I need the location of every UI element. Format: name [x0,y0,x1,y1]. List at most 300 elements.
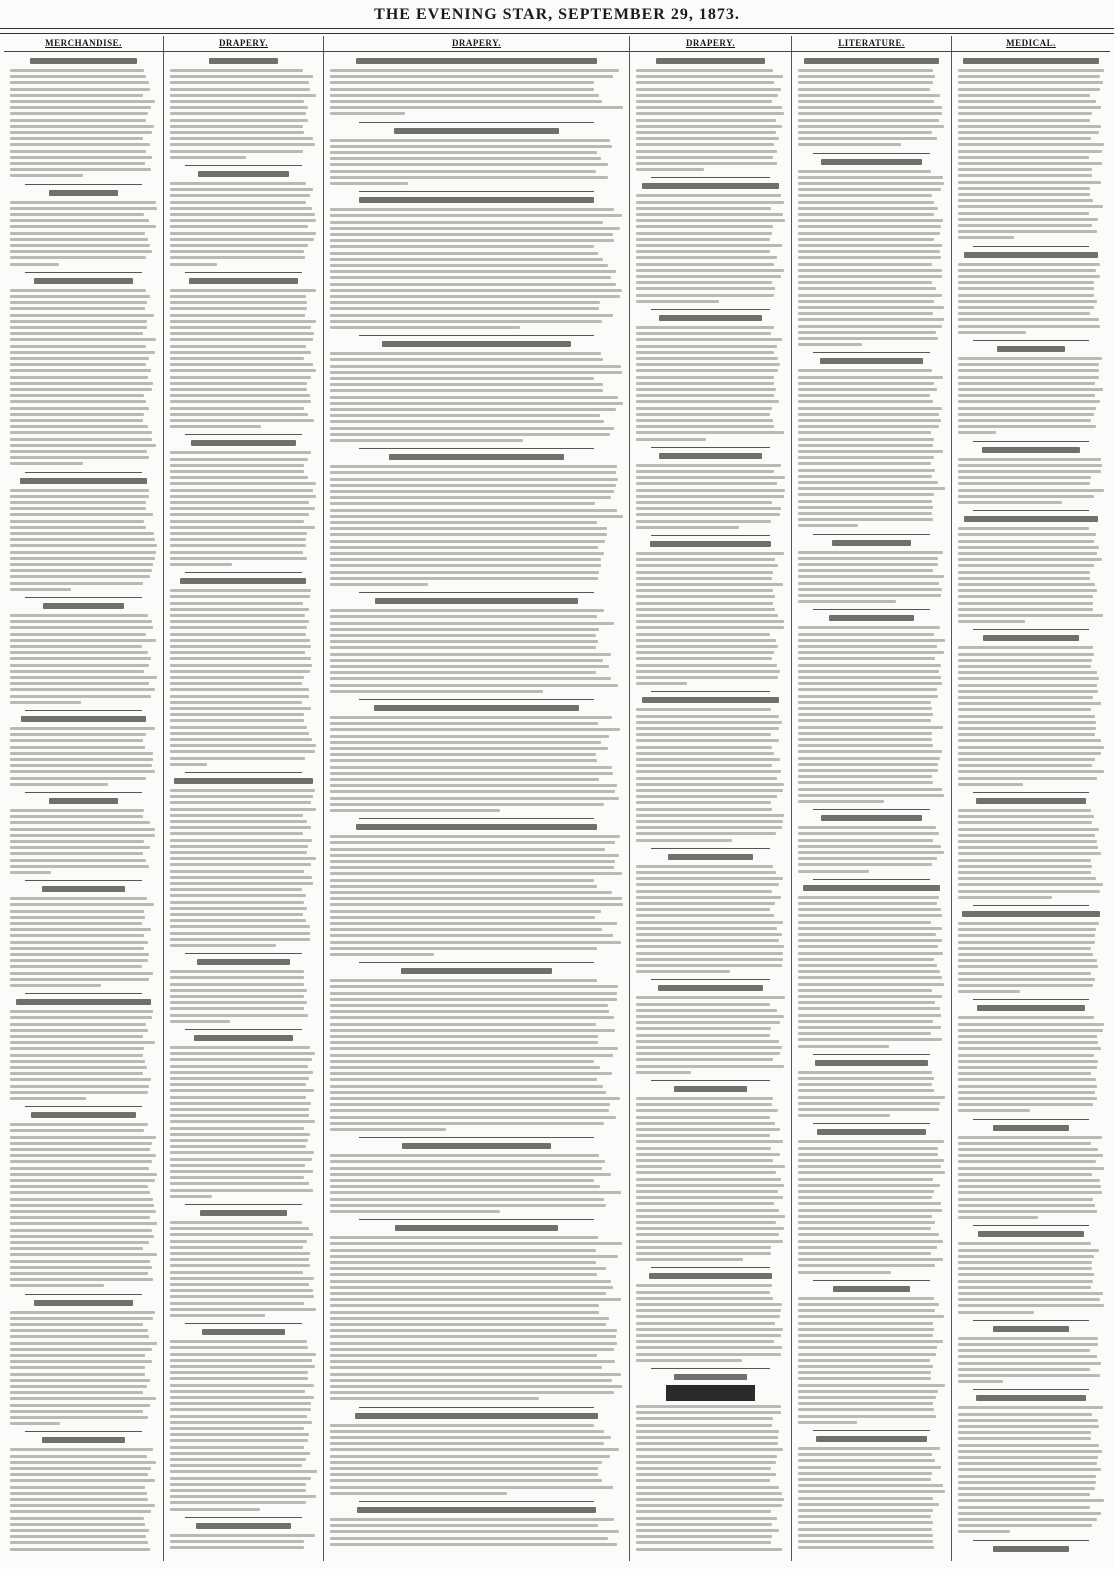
text-line-mark [170,100,304,103]
text-line-mark [170,1289,313,1292]
text-line-mark [170,614,305,617]
text-line-mark [636,1015,784,1018]
text-line-mark [330,922,617,925]
text-line-mark [10,1191,150,1194]
text-line-mark [10,1548,150,1551]
text-line-mark [798,232,940,235]
text-line-mark [636,801,771,804]
text-line-mark [10,928,151,931]
text-line-mark [170,1277,314,1280]
text-line-mark [958,783,1023,786]
text-line-mark [636,219,785,222]
advert-separator [973,441,1090,442]
text-line-mark [958,809,1091,812]
text-line-mark [798,1415,936,1418]
text-line-mark [170,1065,308,1068]
text-line-mark [798,194,932,197]
text-line-mark [958,972,1091,975]
text-line-mark [798,1402,933,1405]
text-line-mark [958,1035,1097,1038]
text-line-mark [330,502,595,505]
text-line-mark [798,738,932,741]
text-line-mark [636,131,776,134]
text-line-mark [798,757,940,760]
text-line-mark [958,482,1090,485]
text-line-mark [10,1461,156,1464]
text-line-mark [330,1391,614,1394]
text-line-mark [958,263,1100,266]
text-line-mark [10,1486,145,1489]
text-line-mark [958,871,1091,874]
text-line-mark [330,1366,602,1369]
text-line-mark [958,369,1099,372]
text-line-mark [10,664,149,667]
text-line-mark [170,1353,316,1356]
advert-heading-mark [650,541,771,547]
advert-separator [25,710,143,711]
text-line-mark [10,551,156,554]
text-line-mark [798,256,941,259]
text-line-mark [170,1446,304,1449]
text-line-mark [170,1096,306,1099]
text-line-mark [10,739,143,742]
text-line-mark [170,1508,260,1511]
advert-heading-mark [355,1413,597,1419]
advert-heading-mark [978,1231,1084,1237]
text-line-mark [636,495,784,498]
text-line-mark [330,214,622,217]
advert-heading-mark [174,778,313,784]
text-line-mark [636,1430,779,1433]
text-line-mark [958,174,1092,177]
text-line-mark [170,338,313,341]
text-line-mark [636,476,785,479]
text-line-mark [10,307,145,310]
text-line-mark [10,419,143,422]
text-line-mark [170,608,309,611]
text-line-mark [10,1091,148,1094]
text-line-mark [636,225,773,228]
text-line-mark [958,852,1101,855]
text-line-mark [170,633,306,636]
text-line-mark [330,75,613,78]
text-line-mark [798,1509,933,1512]
advert-separator [651,691,770,692]
text-line-mark [10,1035,143,1038]
text-line-mark [330,947,597,950]
text-line-mark [330,1461,602,1464]
text-line-mark [798,487,945,490]
text-line-mark [330,564,601,567]
text-line-mark [170,501,309,504]
text-line-mark [636,150,777,153]
text-line-mark [330,885,597,888]
advert-separator [185,772,303,773]
text-line-mark [330,1267,606,1270]
text-line-mark [330,1348,614,1351]
advert-heading-mark [659,453,761,459]
advert-separator [813,1430,931,1431]
text-line-mark [958,770,1104,773]
text-line-mark [170,563,232,566]
column-heading: LITERATURE. [792,36,951,52]
text-line-mark [636,1140,783,1143]
text-line-mark [10,1284,104,1287]
advert-heading-mark [993,1546,1069,1552]
advert-heading-mark [674,1374,748,1380]
text-line-mark [798,594,941,597]
text-line-mark [330,208,614,211]
text-line-mark [798,1390,938,1393]
text-line-mark [958,1362,1101,1365]
text-line-mark [330,1109,609,1112]
text-line-mark [170,513,309,516]
text-line-mark [330,797,619,800]
text-line-mark [330,790,615,793]
text-line-mark [636,207,771,210]
text-line-mark [798,713,933,716]
text-line-mark [958,865,1092,868]
text-line-mark [958,708,1091,711]
text-line-mark [10,143,150,146]
text-line-mark [170,1182,309,1185]
text-line-mark [636,752,774,755]
text-line-mark [330,1210,500,1213]
text-line-mark [798,921,931,924]
text-line-mark [636,338,782,341]
text-line-mark [170,244,308,247]
text-line-mark [636,958,783,961]
text-line-mark [958,318,1099,321]
text-line-mark [10,162,145,165]
text-line-mark [170,626,307,629]
text-line-mark [636,1159,773,1162]
text-line-mark [330,496,611,499]
text-line-mark [10,1473,148,1476]
text-line-mark [170,1489,306,1492]
text-line-mark [798,300,934,303]
text-line-mark [10,953,149,956]
text-line-mark [798,512,932,515]
text-line-mark [798,131,932,134]
text-line-mark [10,965,142,968]
text-line-mark [958,218,1098,221]
text-line-mark [10,263,59,266]
text-line-mark [958,595,1093,598]
text-line-mark [798,1020,933,1023]
text-line-mark [170,1314,265,1317]
text-line-mark [170,1233,313,1236]
advert-heading-mark [963,58,1099,64]
text-line-mark [958,941,1095,944]
text-line-mark [10,1504,155,1507]
text-line-mark [798,1038,942,1041]
text-line-mark [636,1122,775,1125]
text-line-mark [798,651,944,654]
advert-heading-mark [656,58,765,64]
text-line-mark [330,1010,609,1013]
text-line-mark [798,1459,935,1462]
text-line-mark [10,1160,152,1163]
text-line-mark [636,425,774,428]
text-line-mark [330,1179,594,1182]
text-line-mark [170,201,306,204]
column-medical [952,36,1110,1561]
advert-heading-mark [42,886,125,892]
text-line-mark [330,314,613,317]
advert-heading-mark [976,798,1087,804]
text-line-mark [170,983,304,986]
text-line-mark [636,1297,773,1300]
advert-separator [651,309,770,310]
text-line-mark [636,244,782,247]
text-line-mark [170,351,311,354]
text-line-mark [958,934,1095,937]
text-line-mark [10,1535,146,1538]
text-line-mark [170,876,312,879]
advert-separator [25,1106,143,1107]
text-line-mark [170,182,306,185]
text-line-mark [798,1089,934,1092]
text-line-mark [10,232,145,235]
text-line-mark [170,1295,314,1298]
text-line-mark [798,419,941,422]
column-heading: DRAPERY. [324,36,629,52]
text-line-mark [170,1396,314,1399]
advert-separator [359,1219,593,1220]
text-line-mark [636,1405,781,1408]
text-line-mark [798,750,942,753]
text-line-mark [798,1114,890,1117]
text-line-mark [170,125,303,128]
text-line-mark [170,795,313,798]
text-line-mark [10,1360,152,1363]
text-line-mark [798,676,941,679]
text-line-mark [10,1097,86,1100]
text-line-mark [170,156,246,159]
text-line-mark [10,1397,156,1400]
text-line-mark [330,439,523,442]
text-line-mark [798,569,933,572]
text-line-mark [958,1054,1094,1057]
text-line-mark [330,671,596,674]
text-line-mark [636,482,777,485]
text-line-mark [330,389,603,392]
text-line-mark [170,688,309,691]
text-line-mark [636,921,783,924]
text-line-mark [10,1335,149,1338]
text-line-mark [330,69,619,72]
text-line-mark [10,1385,147,1388]
text-line-mark [636,1322,775,1325]
text-line-mark [798,551,943,554]
text-line-mark [330,992,617,995]
text-line-mark [958,495,1094,498]
text-line-mark [330,258,603,261]
text-line-mark [636,520,771,523]
advert-separator [359,592,593,593]
text-line-mark [170,1189,313,1192]
text-line-mark [958,275,1100,278]
text-line-mark [330,1085,603,1088]
text-line-mark [636,1479,770,1482]
text-line-mark [798,657,935,660]
text-line-mark [636,795,777,798]
text-line-mark [636,1046,782,1049]
text-line-mark [958,859,1091,862]
text-line-mark [798,557,938,560]
text-line-mark [170,1145,306,1148]
advert-heading-mark [803,885,940,891]
text-line-mark [636,281,772,284]
text-line-mark [170,458,308,461]
text-line-mark [170,369,316,372]
text-line-mark [636,1215,785,1218]
text-line-mark [330,383,603,386]
text-line-mark [10,972,153,975]
text-line-mark [330,897,622,900]
text-line-mark [958,1242,1091,1245]
text-line-mark [636,914,774,917]
text-line-mark [958,1481,1096,1484]
text-line-mark [798,707,932,710]
text-line-mark [636,332,771,335]
text-line-mark [798,1102,940,1105]
text-line-mark [958,715,1095,718]
text-line-mark [170,81,309,84]
text-line-mark [636,1171,776,1174]
text-line-mark [170,1402,311,1405]
text-line-mark [958,947,1091,950]
text-line-mark [330,1191,621,1194]
text-line-mark [798,851,944,854]
text-line-mark [798,1240,943,1243]
text-line-mark [798,456,934,459]
text-line-mark [958,382,1095,385]
text-line-mark [10,764,152,767]
advert-heading-mark [817,1129,925,1135]
text-line-mark [798,719,931,722]
text-line-mark [170,1133,310,1136]
text-line-mark [330,1286,613,1289]
advert-heading-mark [209,58,277,64]
text-line-mark [798,863,932,866]
text-line-mark [170,307,307,310]
advert-separator [359,191,593,192]
text-line-mark [958,1298,1100,1301]
text-line-mark [330,1167,602,1170]
text-line-mark [330,577,598,580]
text-line-mark [330,81,594,84]
advert-separator [185,572,303,573]
text-line-mark [170,1546,304,1549]
text-line-mark [636,1040,779,1043]
column-text-lines [798,54,945,1555]
text-line-mark [958,100,1096,103]
advert-separator [359,818,593,819]
text-line-mark [10,1241,149,1244]
text-line-mark [170,1365,315,1368]
text-line-mark [958,752,1101,755]
text-line-mark [170,832,303,835]
text-line-mark [170,188,313,191]
text-line-mark [958,287,1094,290]
text-line-mark [10,1529,149,1532]
text-line-mark [330,872,622,875]
text-line-mark [330,659,603,662]
text-line-mark [958,1109,1030,1112]
text-line-mark [170,863,311,866]
text-line-mark [330,615,597,618]
text-line-mark [330,1492,507,1495]
text-line-mark [958,230,1097,233]
column-text-lines [10,54,157,1555]
text-line-mark [330,1448,619,1451]
text-line-mark [798,312,933,315]
text-line-mark [636,507,781,510]
text-line-mark [330,139,610,142]
text-line-mark [958,1292,1103,1295]
text-line-mark [170,314,305,317]
text-line-mark [330,1035,598,1038]
text-line-mark [636,119,776,122]
text-line-mark [330,1537,608,1540]
text-line-mark [330,766,612,769]
text-line-mark [958,739,1101,742]
text-line-mark [798,493,934,496]
text-line-mark [10,112,148,115]
text-line-mark [798,1071,932,1074]
advert-separator [973,510,1090,511]
text-line-mark [330,953,434,956]
text-line-mark [798,945,938,948]
text-line-mark [170,1421,312,1424]
advert-heading-mark [16,999,151,1005]
text-line-mark [636,571,773,574]
text-line-mark [10,326,147,329]
text-line-mark [958,300,1097,303]
text-line-mark [636,839,732,842]
text-line-mark [330,221,603,224]
text-line-mark [170,1377,308,1380]
text-line-mark [170,1221,302,1224]
text-line-mark [10,1129,144,1132]
text-line-mark [10,1253,157,1256]
text-line-mark [798,970,940,973]
text-line-mark [636,201,784,204]
text-line-mark [636,1411,781,1414]
text-line-mark [798,1271,891,1274]
text-line-mark [958,564,1094,567]
advert-heading-mark [983,635,1079,641]
text-line-mark [958,834,1095,837]
advert-separator [25,792,143,793]
text-line-mark [10,1142,152,1145]
text-line-mark [958,431,996,434]
text-line-mark [170,845,308,848]
text-line-mark [798,400,933,403]
text-line-mark [170,602,303,605]
advert-separator [651,979,770,980]
text-line-mark [10,207,157,210]
advert-heading-mark [815,1060,928,1066]
text-line-mark [636,1467,771,1470]
text-line-mark [958,978,1095,981]
text-line-mark [958,896,1052,899]
text-line-mark [636,1529,779,1532]
text-line-mark [330,112,405,115]
text-line-mark [958,840,1097,843]
